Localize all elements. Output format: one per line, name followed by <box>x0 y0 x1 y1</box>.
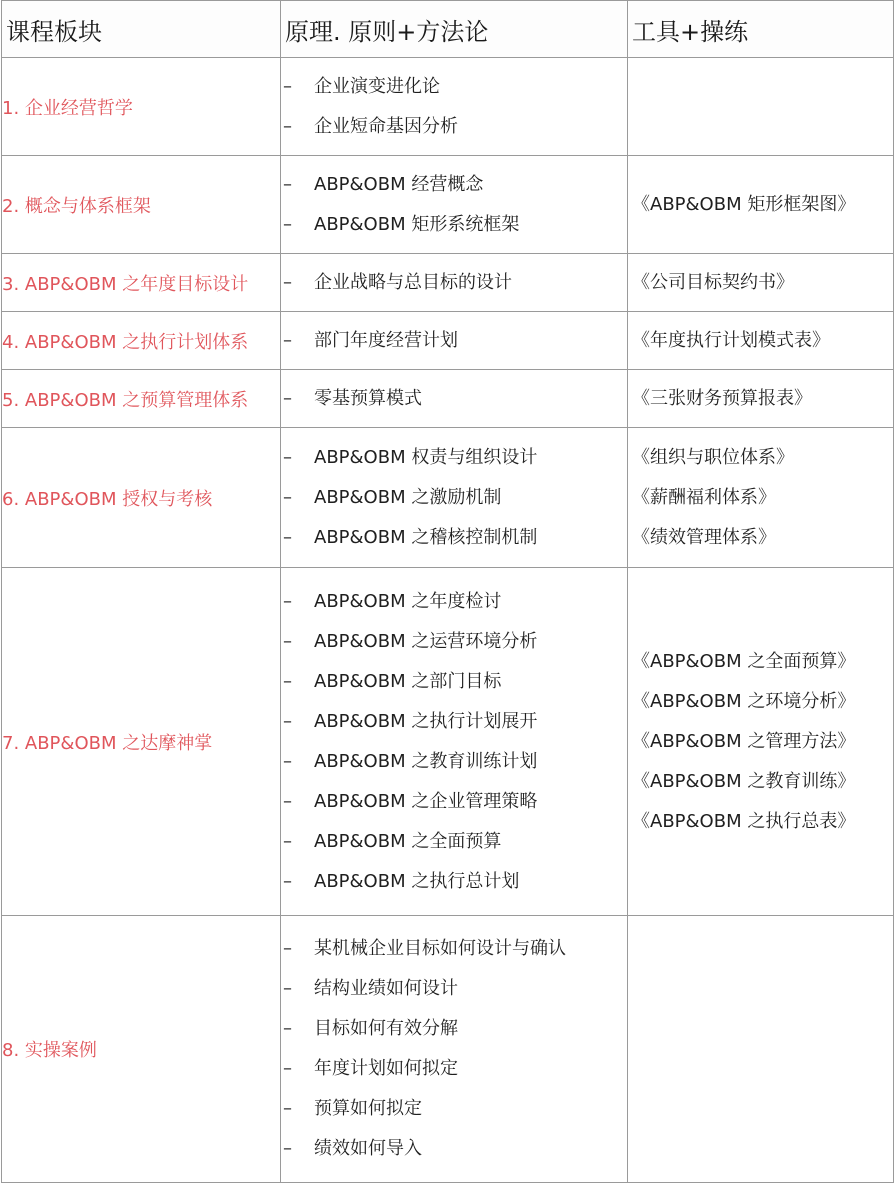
tool-item: 《ABP&OBM 矩形框架图》 <box>632 193 856 215</box>
principle-cell <box>281 156 628 254</box>
dash-bullet-icon: – <box>283 670 292 692</box>
header-row <box>2 1 894 58</box>
tool-cell <box>628 254 894 312</box>
principle-text: ABP&OBM 之稽核控制机制 <box>314 526 538 548</box>
principle-item <box>281 379 627 419</box>
module-cell: 8. 实操案例 <box>2 916 281 1183</box>
tool-item: 《公司目标契约书》 <box>632 271 794 293</box>
principle-text: ABP&OBM 之执行总计划 <box>314 870 520 892</box>
principle-text: ABP&OBM 之激励机制 <box>314 486 502 508</box>
dash-bullet-icon: – <box>283 75 292 97</box>
principle-list <box>281 379 627 419</box>
tool-item: 《绩效管理体系》 <box>632 526 776 548</box>
principle-text: ABP&OBM 之企业管理策略 <box>314 790 538 812</box>
dash-bullet-icon: – <box>283 213 292 235</box>
principle-list <box>281 929 627 1169</box>
principle-text: ABP&OBM 之全面预算 <box>314 830 502 852</box>
header-module: 课程板块 <box>2 1 281 58</box>
principle-item <box>281 518 627 558</box>
module-cell: 2. 概念与体系框架 <box>2 156 281 254</box>
dash-bullet-icon: – <box>283 750 292 772</box>
principle-text: 某机械企业目标如何设计与确认 <box>314 938 566 959</box>
tool-item: 《ABP&OBM 之环境分析》 <box>632 690 856 712</box>
dash-bullet-icon: – <box>283 173 292 195</box>
tool-cell <box>628 312 894 370</box>
tool-cell <box>628 916 894 1183</box>
principle-text: ABP&OBM 权责与组织设计 <box>314 446 538 468</box>
principle-cell <box>281 568 628 916</box>
tool-item: 《三张财务预算报表》 <box>632 387 812 409</box>
dash-bullet-icon: – <box>283 630 292 652</box>
principle-text: 部门年度经营计划 <box>314 329 458 351</box>
tool-cell <box>628 370 894 428</box>
dash-bullet-icon: – <box>283 710 292 732</box>
tool-item: 《组织与职位体系》 <box>632 446 794 468</box>
principle-item <box>281 742 627 782</box>
table-row <box>2 568 894 916</box>
course-table <box>1 0 894 1183</box>
principle-item <box>281 438 627 478</box>
principle-text: 零基预算模式 <box>314 387 422 409</box>
principle-item <box>281 969 627 1009</box>
principle-item <box>281 1129 627 1169</box>
dash-bullet-icon: – <box>283 1138 292 1159</box>
principle-item <box>281 478 627 518</box>
principle-item <box>281 822 627 862</box>
principle-item <box>281 662 627 702</box>
principle-text: 年度计划如何拟定 <box>314 1058 458 1079</box>
principle-cell <box>281 254 628 312</box>
header-principles: 原理. 原则+方法论 <box>281 1 628 58</box>
tool-cell <box>628 428 894 568</box>
module-cell: 1. 企业经营哲学 <box>2 58 281 156</box>
principle-list <box>281 438 627 558</box>
principle-text: ABP&OBM 之运营环境分析 <box>314 630 538 652</box>
principle-list <box>281 165 627 245</box>
tool-list <box>628 185 893 225</box>
tool-list <box>628 379 893 419</box>
dash-bullet-icon: – <box>283 486 292 508</box>
principle-list <box>281 263 627 303</box>
principle-item <box>281 862 627 902</box>
principle-item <box>281 702 627 742</box>
principle-text: 结构业绩如何设计 <box>314 978 458 999</box>
principle-list <box>281 321 627 361</box>
dash-bullet-icon: – <box>283 870 292 892</box>
module-cell: 3. ABP&OBM 之年度目标设计 <box>2 254 281 312</box>
module-cell: 7. ABP&OBM 之达摩神掌 <box>2 568 281 916</box>
principle-text: ABP&OBM 之年度检讨 <box>314 590 502 612</box>
principle-item <box>281 205 627 245</box>
table-row <box>2 58 894 156</box>
tool-list <box>628 438 893 558</box>
tool-item: 《年度执行计划模式表》 <box>632 329 830 351</box>
principle-item <box>281 782 627 822</box>
tool-cell <box>628 156 894 254</box>
dash-bullet-icon: – <box>283 938 292 959</box>
tool-cell <box>628 58 894 156</box>
principle-cell <box>281 916 628 1183</box>
table-row <box>2 312 894 370</box>
header-tools: 工具+操练 <box>628 1 894 58</box>
table-row <box>2 370 894 428</box>
tool-cell <box>628 568 894 916</box>
dash-bullet-icon: – <box>283 790 292 812</box>
tool-item: 《ABP&OBM 之执行总表》 <box>632 810 856 832</box>
principle-item <box>281 321 627 361</box>
principle-list <box>281 582 627 902</box>
dash-bullet-icon: – <box>283 271 292 293</box>
dash-bullet-icon: – <box>283 446 292 468</box>
principle-text: 企业战略与总目标的设计 <box>314 271 512 293</box>
principle-item <box>281 1009 627 1049</box>
principle-text: 企业演变进化论 <box>314 75 440 97</box>
principle-list <box>281 67 627 147</box>
principle-item <box>281 582 627 622</box>
dash-bullet-icon: – <box>283 978 292 999</box>
dash-bullet-icon: – <box>283 329 292 351</box>
dash-bullet-icon: – <box>283 1018 292 1039</box>
tool-list <box>628 642 893 842</box>
principle-text: 目标如何有效分解 <box>314 1018 458 1039</box>
principle-text: ABP&OBM 矩形系统框架 <box>314 213 520 235</box>
dash-bullet-icon: – <box>283 526 292 548</box>
principle-item <box>281 622 627 662</box>
tool-list <box>628 321 893 361</box>
principle-text: 预算如何拟定 <box>314 1098 422 1119</box>
principle-text: 绩效如何导入 <box>314 1138 422 1159</box>
dash-bullet-icon: – <box>283 590 292 612</box>
tool-list <box>628 263 893 303</box>
module-cell: 5. ABP&OBM 之预算管理体系 <box>2 370 281 428</box>
principle-cell <box>281 370 628 428</box>
dash-bullet-icon: – <box>283 830 292 852</box>
principle-cell <box>281 428 628 568</box>
tool-item: 《ABP&OBM 之全面预算》 <box>632 650 856 672</box>
table-row <box>2 156 894 254</box>
principle-text: ABP&OBM 经营概念 <box>314 173 484 195</box>
principle-text: ABP&OBM 之部门目标 <box>314 670 502 692</box>
dash-bullet-icon: – <box>283 115 292 137</box>
dash-bullet-icon: – <box>283 1058 292 1079</box>
dash-bullet-icon: – <box>283 1098 292 1119</box>
principle-cell <box>281 58 628 156</box>
principle-item <box>281 263 627 303</box>
principle-item <box>281 67 627 107</box>
table-body <box>2 58 894 1183</box>
table-row <box>2 254 894 312</box>
principle-text: 企业短命基因分析 <box>314 115 458 137</box>
module-cell: 6. ABP&OBM 授权与考核 <box>2 428 281 568</box>
principle-item <box>281 929 627 969</box>
tool-item: 《薪酬福利体系》 <box>632 486 776 508</box>
principle-cell <box>281 312 628 370</box>
tool-item: 《ABP&OBM 之教育训练》 <box>632 770 856 792</box>
table-row <box>2 428 894 568</box>
principle-item <box>281 1049 627 1089</box>
principle-text: ABP&OBM 之教育训练计划 <box>314 750 538 772</box>
tool-item: 《ABP&OBM 之管理方法》 <box>632 730 856 752</box>
principle-item <box>281 1089 627 1129</box>
table-row <box>2 916 894 1183</box>
dash-bullet-icon: – <box>283 387 292 409</box>
principle-text: ABP&OBM 之执行计划展开 <box>314 710 538 732</box>
module-cell: 4. ABP&OBM 之执行计划体系 <box>2 312 281 370</box>
principle-item <box>281 165 627 205</box>
principle-item <box>281 107 627 147</box>
